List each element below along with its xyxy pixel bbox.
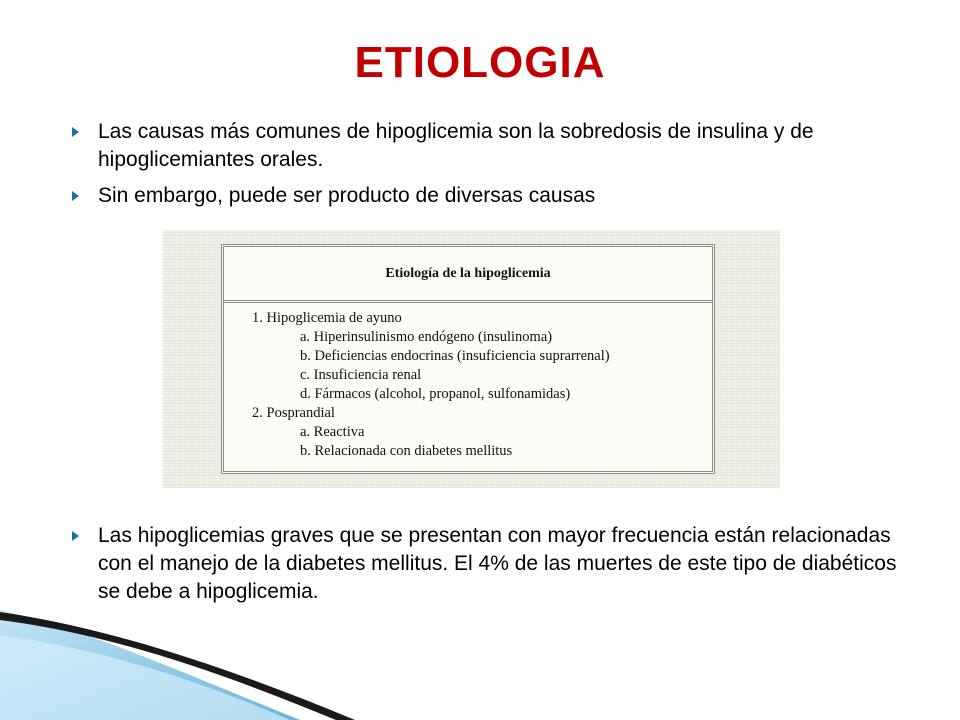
bullet-text: Las hipoglicemias graves que se presentan con mayor frecuencia están relacionadas con el manejo de la diabetes mellitus. El 4% de las muertes de este tipo de diabéticos se debe a hipoglicemia. — [98, 524, 897, 603]
decorative-wave-graphic — [0, 590, 360, 720]
table-item: a. Reactiva — [300, 424, 365, 440]
bullet-list-top — [70, 118, 900, 218]
etiology-table — [221, 244, 715, 474]
table-item: b. Deficiencias endocrinas (insuficiencia suprarrenal) — [300, 348, 610, 364]
triangle-bullet-icon — [72, 127, 79, 137]
table-item: c. Insuficiencia renal — [300, 367, 422, 383]
bullet-text: Las causas más comunes de hipoglicemia son la sobredosis de insulina y de hipoglicemiantes orales. — [98, 120, 814, 171]
slide-title: ETIOLOGIA — [354, 38, 606, 87]
table-body — [224, 303, 712, 461]
table-item: b. Relacionada con diabetes mellitus — [300, 443, 513, 459]
table-group-label: 2. Posprandial — [252, 405, 335, 421]
bullet-text: Sin embargo, puede ser producto de diversas causas — [98, 184, 596, 207]
bullet-item — [70, 118, 900, 174]
table-item: d. Fármacos (alcohol, propanol, sulfonamidas) — [300, 386, 571, 402]
table-item: a. Hiperinsulinismo endógeno (insulinoma) — [300, 329, 553, 345]
triangle-bullet-icon — [72, 531, 79, 541]
bullet-item — [70, 182, 900, 210]
table-header: Etiología de la hipoglicemia — [224, 247, 712, 303]
triangle-bullet-icon — [72, 191, 79, 201]
table-group-label: 1. Hipoglicemia de ayuno — [252, 310, 402, 326]
etiology-table-image — [163, 230, 780, 488]
